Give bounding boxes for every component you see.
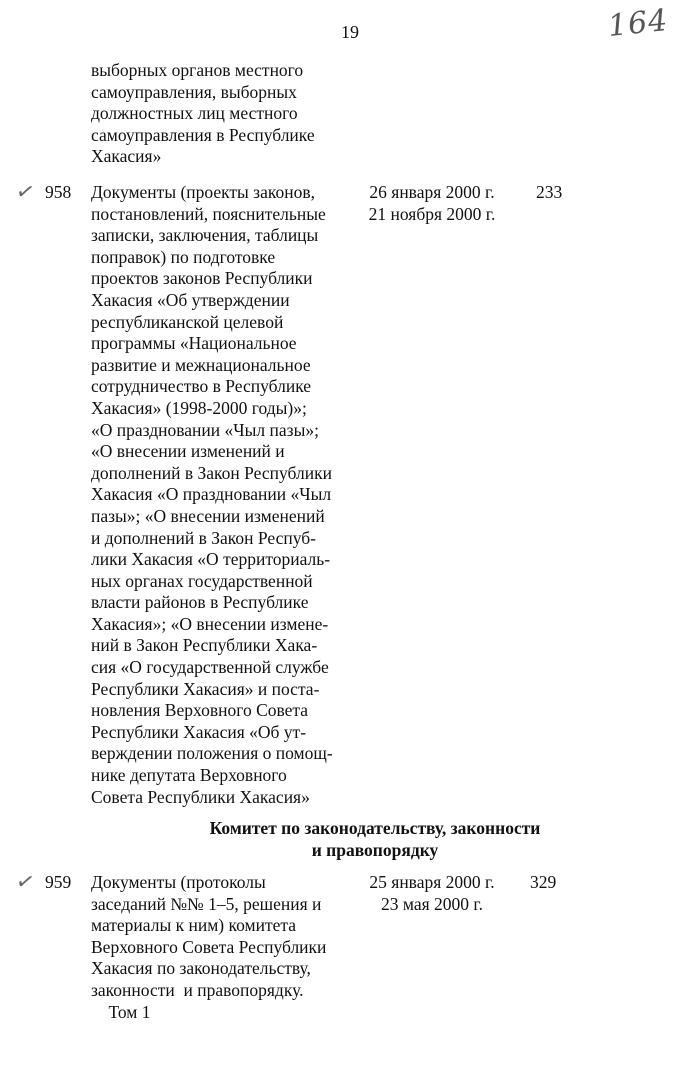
description-line: дополнений в Закон Республики (91, 462, 332, 483)
description-line: республиканской целевой (91, 311, 284, 332)
date-end: 23 мая 2000 г. (381, 893, 483, 914)
description-line: Верховного Совета Республики (91, 936, 327, 957)
continuation-line: Хакасия» (91, 146, 162, 167)
entry-number: 959 (45, 872, 72, 892)
description-line: программы «Национальное (91, 333, 297, 354)
entry-description (91, 872, 326, 1023)
description-line: законности и правопорядку. (91, 979, 304, 1000)
description-line: заседаний №№ 1–5, решения и (91, 893, 322, 914)
description-line: ных органах государственной (91, 570, 313, 591)
entry-dates (352, 182, 512, 225)
section-heading (150, 818, 600, 861)
continuation-text (91, 60, 315, 168)
description-line: Хакасия по законодательству, (91, 958, 311, 979)
description-line: «О праздновании «Чыл пазы»; (91, 419, 319, 440)
check-mark-icon: ✓ (13, 868, 37, 897)
description-line: Хакасия «Об утверждении (91, 289, 290, 310)
description-line: развитие и межнациональное (91, 354, 311, 375)
description-line: Республики Хакасия» и поста- (91, 678, 320, 699)
entry-description (91, 182, 333, 808)
continuation-line: самоуправления, выборных (91, 81, 297, 102)
description-line: Хакасия» (1998-2000 годы)»; (91, 397, 307, 418)
entry-count: 233 (536, 182, 563, 202)
check-mark-icon: ✓ (13, 178, 37, 207)
handwritten-archive-number: 164 (606, 2, 670, 45)
description-line: сия «О государственной службе (91, 657, 329, 678)
description-line: сотрудничество в Республике (91, 376, 312, 397)
description-line: поправок) по подготовке (91, 246, 276, 267)
continuation-line: выборных органов местного (91, 60, 304, 80)
description-line: новления Верховного Совета (91, 700, 309, 721)
description-line: постановлений, пояснительные (91, 203, 326, 224)
description-line: Хакасия «О праздновании «Чыл (91, 484, 332, 505)
description-line: ний в Закон Республики Хака- (91, 635, 318, 656)
continuation-line: должностных лиц местного (91, 103, 298, 124)
description-line: Документы (протоколы (91, 872, 266, 892)
description-line: пазы»; «О внесении изменений (91, 505, 325, 526)
description-line: лики Хакасия «О территориаль- (91, 549, 331, 570)
description-line: проектов законов Республики (91, 268, 313, 289)
entry-count: 329 (530, 872, 557, 892)
date-start: 26 января 2000 г. (369, 182, 495, 202)
description-line: Хакасия»; «О внесении измене- (91, 613, 329, 634)
page-number: 19 (341, 22, 359, 42)
description-line: верждении положения о помощ- (91, 743, 333, 764)
description-line: Республики Хакасия «Об ут- (91, 721, 307, 742)
description-line: «О внесении изменений и (91, 441, 285, 462)
date-start: 25 января 2000 г. (369, 872, 495, 892)
continuation-line: самоуправления в Республике (91, 124, 315, 145)
description-line: и дополнений в Закон Респуб- (91, 527, 316, 548)
description-line: Том 1 (91, 1001, 151, 1022)
description-line: нике депутата Верховного (91, 765, 287, 786)
entry-number: 958 (45, 182, 72, 202)
description-line: материалы к ним) комитета (91, 915, 296, 936)
description-line: Документы (проекты законов, (91, 182, 315, 202)
description-line: Совета Республики Хакасия» (91, 786, 310, 807)
entry-dates (352, 872, 512, 915)
description-line: власти районов в Республике (91, 592, 309, 613)
section-heading-line: Комитет по законодательству, законности (209, 818, 541, 838)
date-end: 21 ноября 2000 г. (368, 203, 496, 224)
description-line: записки, заключения, таблицы (91, 225, 319, 246)
section-heading-line: и правопорядку (311, 839, 439, 860)
